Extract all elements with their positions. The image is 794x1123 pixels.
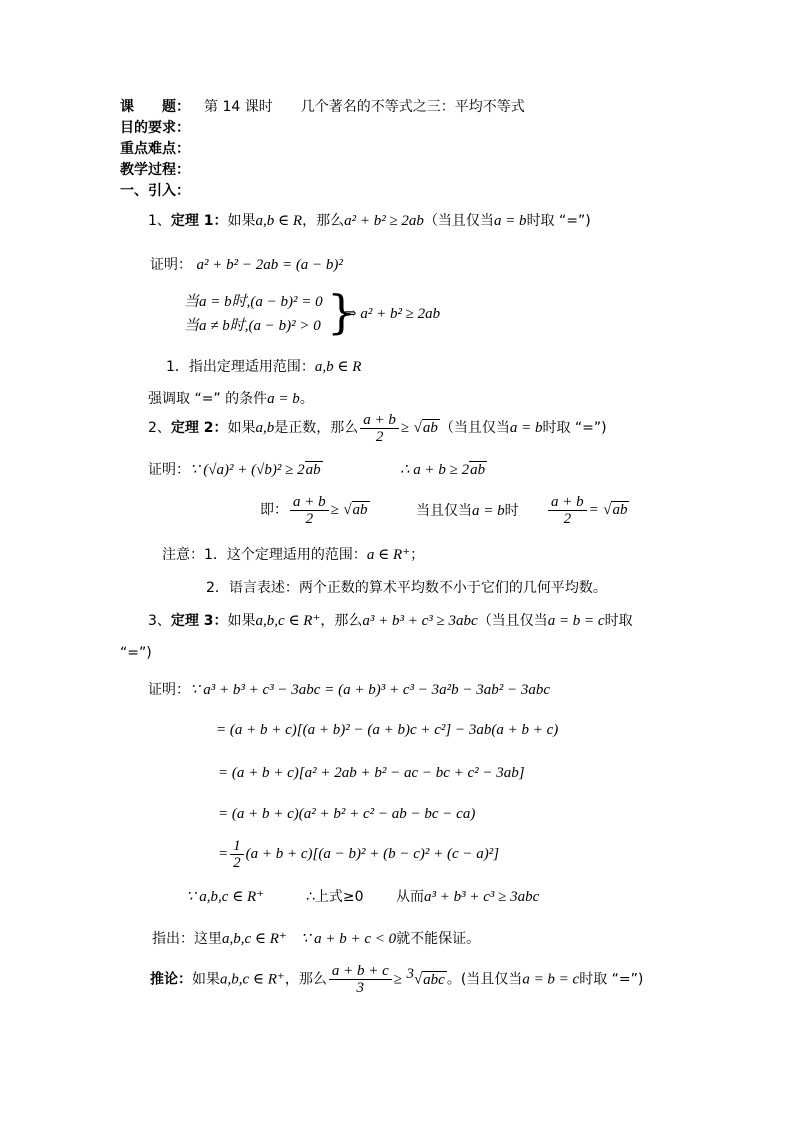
theorem-2-when: 当且仅当a = b时 [416,503,519,519]
theorem-1-conclusion: ⇒ a² + b² ≥ 2ab [344,306,441,322]
topic-label: 课 题： [120,99,190,115]
corollary: 推论：如果a,b,c ∈ R⁺，那么 $\frac{a + b + c}{3}$ ≥ $^3$√abc 。(当且仅当a = b = c时取 “=”) [150,963,644,997]
theorem-1: 1、定理 1：如果a,b ∈ R，那么a² + b² ≥ 2ab（当且仅当a = b时取 “=”) [148,213,591,229]
process-label: 教学过程： [120,162,190,178]
theorem-1-case-1: 当a = b时,(a − b)² = 0 [184,294,323,310]
theorem-2-note-2: 2．语言表述：两个正数的算术平均数不小于它们的几何平均数。 [206,580,607,596]
theorem-1-scope: 1．指出定理适用范围：a,b ∈ R [166,359,362,375]
theorem-3-proof-5: = $\frac{1}{2}$ (a + b + c)[(a − b)² + (b − c)² + (c − a)²] [218,837,500,871]
theorem-3: 3、定理 3：如果a,b,c ∈ R⁺，那么a³ + b³ + c³ ≥ 3abc（当且仅当a = b = c时取 [148,613,633,629]
theorem-1-case-2: 当a ≠ b时,(a − b)² > 0 [184,318,321,334]
theorem-2-proof: 证明：∵ (√a)² + (√b)² ≥ 2ab [148,462,321,478]
theorem-3-proof-2: = (a + b + c)[(a + b)² − (a + b)c + c²] − 3ab(a + b + c) [216,722,559,738]
theorem-1-emphasis: 强调取 “=” 的条件a = b。 [148,391,314,407]
theorem-2-proof-result: ∴ a + b ≥ 2ab [400,462,486,478]
theorem-2: 2、定理 2：如果a,b是正数，那么 $\frac{a + b}{2}$ ≥ √ab （当且仅当a = b时取 “=”) [148,411,607,445]
theorem-2-note-1: 注意：1．这个定理适用的范围：a ∈ R⁺； [162,547,425,563]
goal-label: 目的要求： [120,120,190,136]
section-intro: 一、引入： [120,183,190,199]
theorem-3-proof-3: = (a + b + c)[a² + 2ab + b² − ac − bc + c² − 3ab] [218,765,525,781]
key-label: 重点难点： [120,141,190,157]
theorem-3-therefore: ∴上式≥0 [306,889,364,905]
theorem-2-restated: 即： $\frac{a + b}{2}$ ≥ √ab [260,493,368,527]
fraction: $\frac{a + b}{2}$ [360,412,399,445]
theorem-2-equality: $\frac{a + b}{2}$ = √ab [546,492,629,528]
theorem-3-point: 指出：这里a,b,c ∈ R⁺ ∵ a + b + c < 0就不能保证。 [152,931,481,947]
right-brace: } [327,285,357,339]
theorem-1-proof: 证明： a² + b² − 2ab = (a − b)² [150,257,343,273]
theorem-3-hence: 从而a³ + b³ + c³ ≥ 3abc [396,889,540,905]
theorem-3-cont: “=”) [120,645,152,661]
theorem-3-proof-4: = (a + b + c)(a² + b² + c² − ab − bc − ca) [218,806,476,822]
theorem-3-since: ∵ a,b,c ∈ R⁺ [186,889,265,905]
topic-value: 第 14 课时 几个著名的不等式之三：平均不等式 [204,99,525,115]
theorem-3-proof-1: 证明：∵ a³ + b³ + c³ − 3abc = (a + b)³ + c³ − 3a²b − 3ab² − 3abc [148,682,550,698]
